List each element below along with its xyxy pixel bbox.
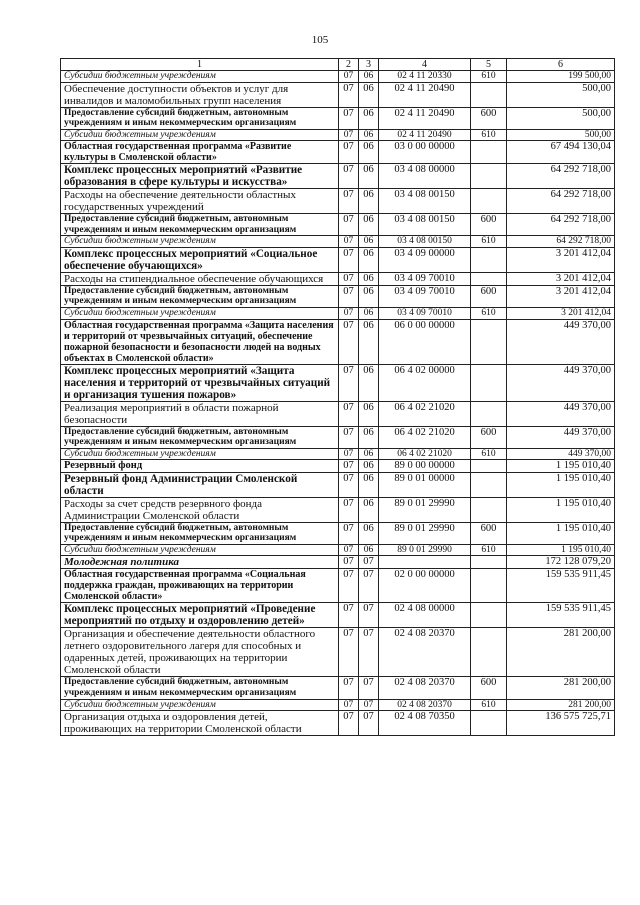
row-subsection-cell: 06 [359, 141, 379, 164]
table-row [61, 71, 615, 83]
row-amount-cell: 449 370,00 [507, 319, 615, 364]
row-section-cell: 07 [339, 285, 359, 307]
row-target-article-cell: 02 4 08 20370 [379, 699, 471, 711]
row-amount-cell: 136 575 725,71 [507, 711, 615, 736]
row-subsection-cell: 06 [359, 364, 379, 401]
table-row [61, 628, 615, 677]
row-name-cell: Областная государственная программа «Развитие культуры в Смоленской области» [61, 141, 339, 164]
row-name-cell: Субсидии бюджетным учреждениям [61, 71, 339, 83]
page-number: 105 [311, 34, 329, 46]
table-row [61, 603, 615, 628]
row-name-cell: Расходы на стипендиальное обеспечение обучающихся [61, 272, 339, 285]
row-amount-cell: 64 292 718,00 [507, 236, 615, 248]
row-subsection-cell: 07 [359, 556, 379, 569]
row-section-cell: 07 [339, 364, 359, 401]
row-amount-cell: 500,00 [507, 82, 615, 107]
row-target-article-cell: 89 0 01 00000 [379, 472, 471, 497]
row-amount-cell: 64 292 718,00 [507, 214, 615, 236]
row-section-cell: 07 [339, 497, 359, 522]
table-row [61, 522, 615, 544]
row-amount-cell: 449 370,00 [507, 364, 615, 401]
row-expense-type-cell: 600 [471, 285, 507, 307]
row-expense-type-cell [471, 711, 507, 736]
row-amount-cell: 64 292 718,00 [507, 189, 615, 214]
row-section-cell: 07 [339, 401, 359, 426]
table-row [61, 236, 615, 248]
row-subsection-cell: 06 [359, 285, 379, 307]
row-name-cell: Субсидии бюджетным учреждениям [61, 544, 339, 556]
row-subsection-cell: 06 [359, 401, 379, 426]
table-row [61, 426, 615, 448]
row-subsection-cell: 06 [359, 214, 379, 236]
row-name-cell: Комплекс процессных мероприятий «Защита населения и территорий от чрезвычайных ситуаций и организация тушения пожаров» [61, 364, 339, 401]
row-section-cell: 07 [339, 426, 359, 448]
row-expense-type-cell [471, 247, 507, 272]
row-target-article-cell: 02 4 11 20490 [379, 82, 471, 107]
row-subsection-cell: 07 [359, 677, 379, 699]
row-amount-cell: 3 201 412,04 [507, 285, 615, 307]
table-row [61, 401, 615, 426]
row-target-article-cell: 06 4 02 00000 [379, 364, 471, 401]
row-expense-type-cell [471, 272, 507, 285]
row-name-cell: Областная государственная программа «Защита населения и территорий от чрезвычайных ситуаций, обеспечение пожарной безопасности и безопасности людей на водных объектах в Смоленской области» [61, 319, 339, 364]
row-target-article-cell: 03 4 09 00000 [379, 247, 471, 272]
row-expense-type-cell [471, 82, 507, 107]
row-section-cell: 07 [339, 544, 359, 556]
row-amount-cell: 281 200,00 [507, 677, 615, 699]
row-name-cell: Резервный фонд Администрации Смоленской области [61, 472, 339, 497]
row-amount-cell: 281 200,00 [507, 699, 615, 711]
row-section-cell: 07 [339, 107, 359, 129]
row-amount-cell: 3 201 412,04 [507, 308, 615, 320]
row-section-cell: 07 [339, 272, 359, 285]
row-expense-type-cell: 600 [471, 522, 507, 544]
table-row [61, 364, 615, 401]
row-subsection-cell: 07 [359, 628, 379, 677]
row-subsection-cell: 06 [359, 82, 379, 107]
row-section-cell: 07 [339, 247, 359, 272]
table-row [61, 247, 615, 272]
row-expense-type-cell: 610 [471, 129, 507, 141]
row-name-cell: Предоставление субсидий бюджетным, автономным учреждениям и иным некоммерческим организациям [61, 522, 339, 544]
row-target-article-cell: 03 4 09 70010 [379, 272, 471, 285]
row-subsection-cell: 06 [359, 308, 379, 320]
row-section-cell: 07 [339, 82, 359, 107]
table-row [61, 214, 615, 236]
row-target-article-cell: 03 4 08 00150 [379, 214, 471, 236]
row-subsection-cell: 06 [359, 236, 379, 248]
row-expense-type-cell [471, 401, 507, 426]
row-expense-type-cell: 600 [471, 107, 507, 129]
row-subsection-cell: 07 [359, 603, 379, 628]
row-name-cell: Резервный фонд [61, 460, 339, 473]
row-name-cell: Комплекс процессных мероприятий «Развитие образования в сфере культуры и искусства» [61, 164, 339, 189]
row-section-cell: 07 [339, 164, 359, 189]
row-expense-type-cell [471, 628, 507, 677]
row-name-cell: Субсидии бюджетным учреждениям [61, 308, 339, 320]
row-section-cell: 07 [339, 189, 359, 214]
row-amount-cell: 281 200,00 [507, 628, 615, 677]
row-expense-type-cell [471, 497, 507, 522]
row-expense-type-cell [471, 472, 507, 497]
table-row [61, 497, 615, 522]
table-row [61, 699, 615, 711]
row-name-cell: Субсидии бюджетным учреждениям [61, 448, 339, 460]
row-subsection-cell: 07 [359, 711, 379, 736]
table-row [61, 711, 615, 736]
row-name-cell: Комплекс процессных мероприятий «Социальное обеспечение обучающихся» [61, 247, 339, 272]
row-expense-type-cell: 610 [471, 448, 507, 460]
row-name-cell: Предоставление субсидий бюджетным, автономным учреждениям и иным некоммерческим организациям [61, 677, 339, 699]
row-expense-type-cell [471, 603, 507, 628]
row-name-cell: Организация и обеспечение деятельности областного летнего оздоровительного лагеря для способных и одаренных детей, проживающих на территории Смоленской области [61, 628, 339, 677]
row-amount-cell: 449 370,00 [507, 448, 615, 460]
row-target-article-cell: 03 0 00 00000 [379, 141, 471, 164]
row-expense-type-cell: 610 [471, 699, 507, 711]
table-row [61, 677, 615, 699]
row-target-article-cell: 02 4 11 20330 [379, 71, 471, 83]
row-section-cell: 07 [339, 214, 359, 236]
row-amount-cell: 159 535 911,45 [507, 603, 615, 628]
row-section-cell: 07 [339, 677, 359, 699]
row-target-article-cell: 02 4 08 70350 [379, 711, 471, 736]
row-target-article-cell: 02 4 08 00000 [379, 603, 471, 628]
header-cell-4: 4 [379, 59, 471, 71]
row-subsection-cell: 06 [359, 460, 379, 473]
row-subsection-cell: 06 [359, 426, 379, 448]
row-name-cell: Комплекс процессных мероприятий «Проведение мероприятий по отдыху и оздоровлению детей» [61, 603, 339, 628]
row-subsection-cell: 06 [359, 544, 379, 556]
table-row [61, 141, 615, 164]
row-section-cell: 07 [339, 460, 359, 473]
row-amount-cell: 1 195 010,40 [507, 472, 615, 497]
row-name-cell: Субсидии бюджетным учреждениям [61, 129, 339, 141]
table-row [61, 544, 615, 556]
row-section-cell: 07 [339, 628, 359, 677]
table-row [61, 308, 615, 320]
row-amount-cell: 3 201 412,04 [507, 247, 615, 272]
row-expense-type-cell: 610 [471, 308, 507, 320]
row-section-cell: 07 [339, 556, 359, 569]
row-name-cell: Расходы на обеспечение деятельности областных государственных учреждений [61, 189, 339, 214]
table-row [61, 285, 615, 307]
table-row [61, 556, 615, 569]
row-amount-cell: 1 195 010,40 [507, 522, 615, 544]
header-cell-3: 3 [359, 59, 379, 71]
row-name-cell: Организация отдыха и оздоровления детей, проживающих на территории Смоленской области [61, 711, 339, 736]
row-amount-cell: 67 494 130,04 [507, 141, 615, 164]
row-target-article-cell: 89 0 00 00000 [379, 460, 471, 473]
row-expense-type-cell [471, 189, 507, 214]
table-header-row [61, 59, 615, 71]
row-name-cell: Предоставление субсидий бюджетным, автономным учреждениям и иным некоммерческим организациям [61, 107, 339, 129]
row-section-cell: 07 [339, 308, 359, 320]
row-subsection-cell: 06 [359, 164, 379, 189]
row-target-article-cell: 89 0 01 29990 [379, 497, 471, 522]
row-expense-type-cell [471, 460, 507, 473]
row-section-cell: 07 [339, 319, 359, 364]
row-name-cell: Субсидии бюджетным учреждениям [61, 236, 339, 248]
row-expense-type-cell: 610 [471, 236, 507, 248]
row-amount-cell: 159 535 911,45 [507, 569, 615, 603]
row-subsection-cell: 06 [359, 189, 379, 214]
table-row [61, 129, 615, 141]
row-section-cell: 07 [339, 129, 359, 141]
row-amount-cell: 3 201 412,04 [507, 272, 615, 285]
table-row [61, 107, 615, 129]
row-expense-type-cell [471, 164, 507, 189]
row-expense-type-cell: 600 [471, 677, 507, 699]
row-subsection-cell: 06 [359, 522, 379, 544]
row-target-article-cell: 89 0 01 29990 [379, 522, 471, 544]
table-row [61, 472, 615, 497]
row-subsection-cell: 06 [359, 247, 379, 272]
row-subsection-cell: 06 [359, 472, 379, 497]
row-target-article-cell [379, 556, 471, 569]
row-target-article-cell: 03 4 09 70010 [379, 285, 471, 307]
row-expense-type-cell [471, 556, 507, 569]
row-amount-cell: 1 195 010,40 [507, 497, 615, 522]
row-target-article-cell: 02 4 08 20370 [379, 677, 471, 699]
table-row [61, 272, 615, 285]
row-name-cell: Областная государственная программа «Социальная поддержка граждан, проживающих на территории Смоленской области» [61, 569, 339, 603]
row-expense-type-cell [471, 141, 507, 164]
table-row [61, 319, 615, 364]
row-subsection-cell: 07 [359, 569, 379, 603]
row-amount-cell: 500,00 [507, 129, 615, 141]
row-subsection-cell: 06 [359, 497, 379, 522]
row-section-cell: 07 [339, 569, 359, 603]
row-target-article-cell: 89 0 01 29990 [379, 544, 471, 556]
row-name-cell: Расходы за счет средств резервного фонда Администрации Смоленской области [61, 497, 339, 522]
table-row [61, 164, 615, 189]
row-target-article-cell: 06 4 02 21020 [379, 401, 471, 426]
row-section-cell: 07 [339, 699, 359, 711]
row-amount-cell: 172 128 079,20 [507, 556, 615, 569]
row-subsection-cell: 06 [359, 448, 379, 460]
row-target-article-cell: 02 4 08 20370 [379, 628, 471, 677]
row-name-cell: Реализация мероприятий в области пожарной безопасности [61, 401, 339, 426]
header-cell-6: 6 [507, 59, 615, 71]
row-name-cell: Предоставление субсидий бюджетным, автономным учреждениям и иным некоммерческим организациям [61, 426, 339, 448]
row-subsection-cell: 07 [359, 699, 379, 711]
row-amount-cell: 64 292 718,00 [507, 164, 615, 189]
row-target-article-cell: 03 4 08 00000 [379, 164, 471, 189]
row-amount-cell: 199 500,00 [507, 71, 615, 83]
row-target-article-cell: 06 4 02 21020 [379, 448, 471, 460]
row-target-article-cell: 03 4 08 00150 [379, 189, 471, 214]
row-expense-type-cell: 610 [471, 71, 507, 83]
row-target-article-cell: 06 4 02 21020 [379, 426, 471, 448]
row-target-article-cell: 02 0 00 00000 [379, 569, 471, 603]
row-name-cell: Молодежная политика [61, 556, 339, 569]
row-amount-cell: 449 370,00 [507, 426, 615, 448]
row-expense-type-cell: 600 [471, 426, 507, 448]
row-subsection-cell: 06 [359, 71, 379, 83]
row-name-cell: Обеспечение доступности объектов и услуг для инвалидов и маломобильных групп населения [61, 82, 339, 107]
row-section-cell: 07 [339, 236, 359, 248]
header-cell-5: 5 [471, 59, 507, 71]
row-expense-type-cell [471, 364, 507, 401]
row-target-article-cell: 06 0 00 00000 [379, 319, 471, 364]
table-row [61, 82, 615, 107]
row-amount-cell: 1 195 010,40 [507, 460, 615, 473]
row-target-article-cell: 02 4 11 20490 [379, 129, 471, 141]
row-section-cell: 07 [339, 448, 359, 460]
header-cell-1: 1 [61, 59, 339, 71]
row-section-cell: 07 [339, 711, 359, 736]
row-target-article-cell: 03 4 09 70010 [379, 308, 471, 320]
row-section-cell: 07 [339, 71, 359, 83]
row-name-cell: Предоставление субсидий бюджетным, автономным учреждениям и иным некоммерческим организациям [61, 285, 339, 307]
row-name-cell: Субсидии бюджетным учреждениям [61, 699, 339, 711]
row-subsection-cell: 06 [359, 129, 379, 141]
row-expense-type-cell: 600 [471, 214, 507, 236]
row-expense-type-cell [471, 319, 507, 364]
row-target-article-cell: 03 4 08 00150 [379, 236, 471, 248]
row-subsection-cell: 06 [359, 319, 379, 364]
row-section-cell: 07 [339, 141, 359, 164]
row-amount-cell: 500,00 [507, 107, 615, 129]
table-row [61, 569, 615, 603]
row-section-cell: 07 [339, 522, 359, 544]
header-cell-2: 2 [339, 59, 359, 71]
table-row [61, 448, 615, 460]
row-amount-cell: 449 370,00 [507, 401, 615, 426]
row-expense-type-cell: 610 [471, 544, 507, 556]
row-subsection-cell: 06 [359, 272, 379, 285]
row-expense-type-cell [471, 569, 507, 603]
budget-table [60, 58, 615, 736]
table-row [61, 460, 615, 473]
row-section-cell: 07 [339, 472, 359, 497]
row-name-cell: Предоставление субсидий бюджетным, автономным учреждениям и иным некоммерческим организациям [61, 214, 339, 236]
row-subsection-cell: 06 [359, 107, 379, 129]
row-section-cell: 07 [339, 603, 359, 628]
row-target-article-cell: 02 4 11 20490 [379, 107, 471, 129]
table-row [61, 189, 615, 214]
row-amount-cell: 1 195 010,40 [507, 544, 615, 556]
